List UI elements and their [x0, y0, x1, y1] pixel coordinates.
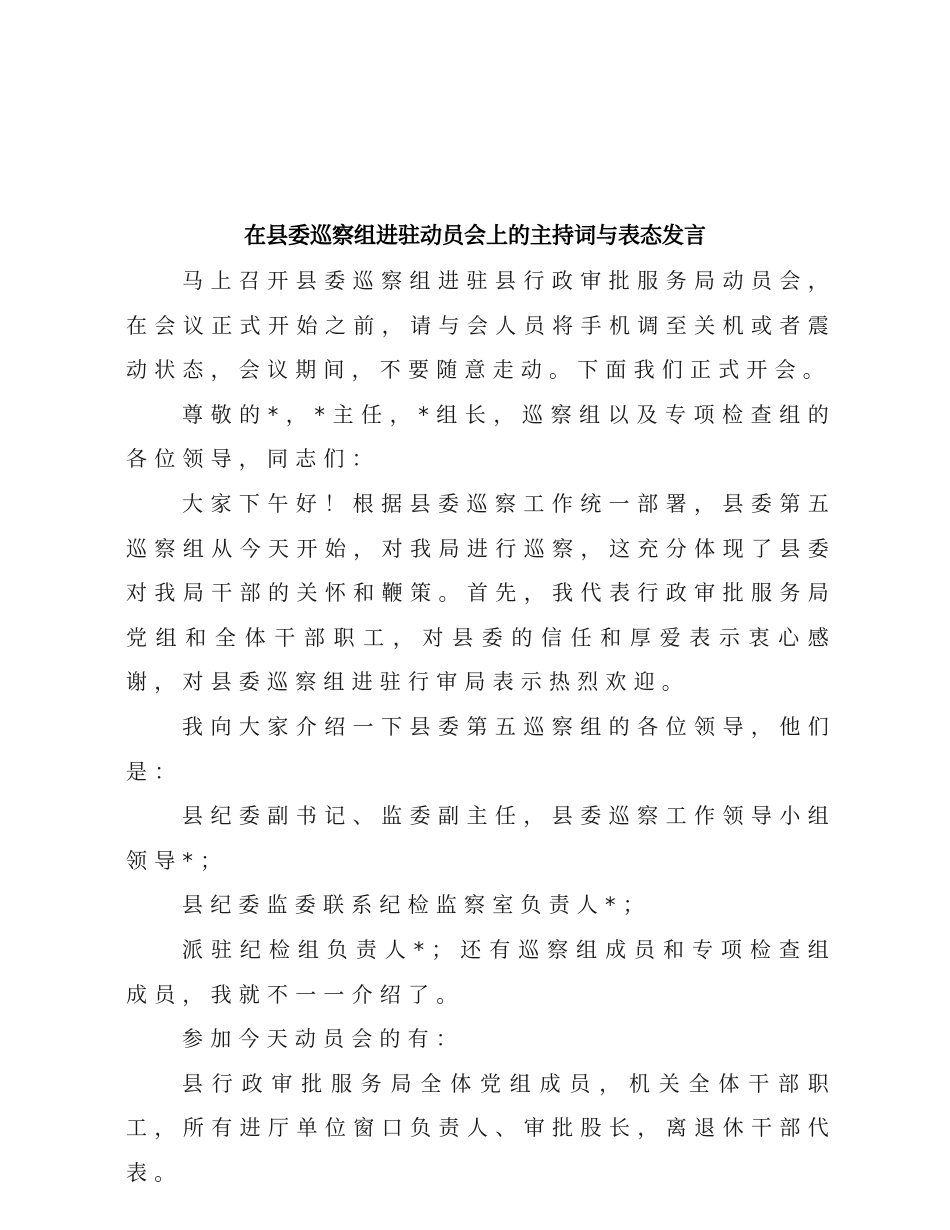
paragraph-salutation: 尊敬的*，*主任，*组长，巡察组以及专项检查组的各位领导，同志们： — [126, 402, 836, 472]
paragraph-opening-notice: 马上召开县委巡察组进驻县行政审批服务局动员会，在会议正式开始之前，请与会人员将手机调至关机或者震动状态，会议期间，不要随意走动。下面我们正式开会。 — [126, 269, 836, 383]
paragraph-leader-1: 县纪委副书记、监委副主任，县委巡察工作领导小组领导*； — [126, 804, 836, 873]
document-body — [126, 259, 836, 1195]
paragraph-attendees-intro: 参加今天动员会的有： — [182, 1027, 464, 1052]
paragraph-attendees-list: 县行政审批服务局全体党组成员，机关全体干部职工，所有进厅单位窗口负责人、审批股长，离退休干部代表。 — [126, 1071, 836, 1185]
paragraph-leader-2: 县纪委监委联系纪检监察室负责人*； — [182, 893, 651, 918]
paragraph-leader-3: 派驻纪检组负责人*；还有巡察组成员和专项检查组成员，我就不一一介绍了。 — [126, 937, 836, 1007]
document-title: 在县委巡察组进驻动员会上的主持词与表态发言 — [243, 223, 706, 249]
paragraph-welcome: 大家下午好！根据县委巡察工作统一部署，县委第五巡察组从今天开始，对我局进行巡察，这充分体现了县委对我局干部的关怀和鞭策。首先，我代表行政审批服务局党组和全体干部职工，对县委的信任和厚爱表示衷心感谢，对县委巡察组进驻行审局表示热烈欢迎。 — [126, 491, 836, 695]
paragraph-introduction: 我向大家介绍一下县委第五巡察组的各位领导，他们是： — [126, 714, 836, 784]
